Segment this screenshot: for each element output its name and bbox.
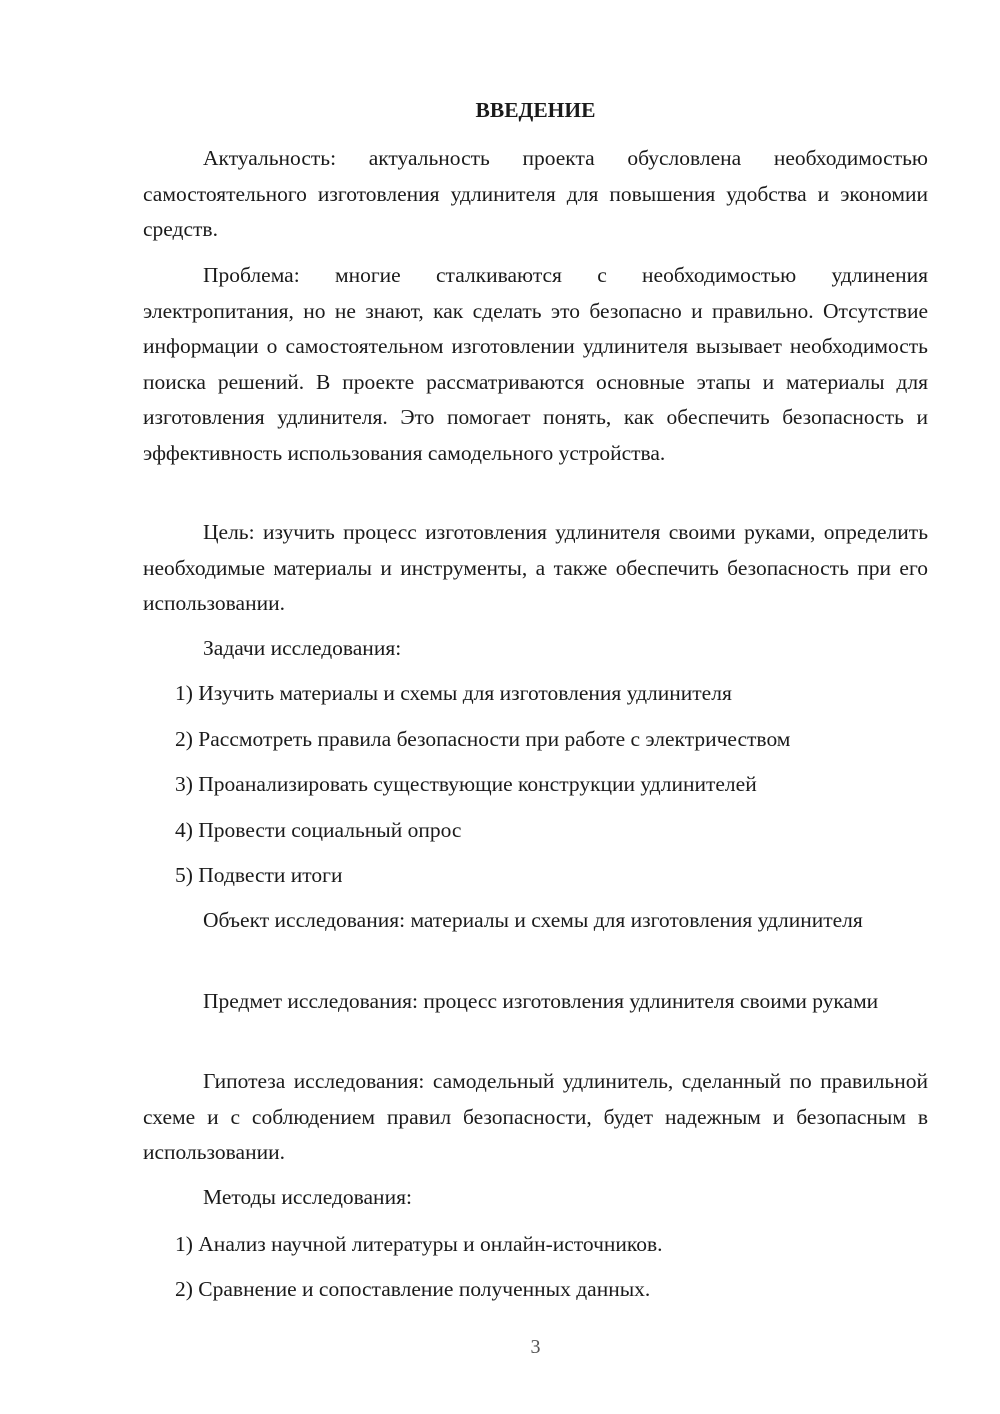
task-item-1: 1) Изучить материалы и схемы для изготовления удлинителя (175, 681, 732, 705)
task-item-2: 2) Рассмотреть правила безопасности при работе с электричеством (175, 727, 791, 751)
method-item-1: 1) Анализ научной литературы и онлайн-источников. (175, 1232, 663, 1256)
subject-paragraph: Предмет исследования: процесс изготовления удлинителя своими руками (203, 989, 879, 1013)
tasks-title: Задачи исследования: (203, 636, 402, 660)
page-number: 3 (530, 1336, 541, 1358)
problem-paragraph: Проблема: многие сталкиваются с необходимостью удлинения электропитания, но не знают, как сделать это безопасно и правильно. Отсутствие информации о самостоятельном изготовлении удлинителя вызывает необходимость поиска решений. В проекте рассматриваются основные этапы и материалы для изготовления удлинителя. Это помогает понять, как обеспечить безопасность и эффективность использования самодельного устройства. (143, 263, 928, 465)
object-paragraph: Объект исследования: материалы и схемы для изготовления удлинителя (203, 908, 863, 932)
method-item-2: 2) Сравнение и сопоставление полученных данных. (175, 1277, 651, 1301)
goal-paragraph: Цель: изучить процесс изготовления удлинителя своими руками, определить необходимые материалы и инструменты, а также обеспечить безопасность при его использовании. (143, 520, 928, 615)
task-item-3: 3) Проанализировать существующие конструкции удлинителей (175, 772, 757, 796)
page-heading: ВВЕДЕНИЕ (475, 98, 596, 122)
task-item-4: 4) Провести социальный опрос (175, 818, 462, 842)
methods-title: Методы исследования: (203, 1185, 412, 1209)
relevance-paragraph: Актуальность: актуальность проекта обусловлена необходимостью самостоятельного изготовления удлинителя для повышения удобства и экономии средств. (143, 146, 928, 241)
document-page (143, 0, 928, 1414)
hypothesis-paragraph: Гипотеза исследования: самодельный удлинитель, сделанный по правильной схеме и с соблюдением правил безопасности, будет надежным и безопасным в использовании. (143, 1069, 928, 1164)
task-item-5: 5) Подвести итоги (175, 863, 343, 887)
